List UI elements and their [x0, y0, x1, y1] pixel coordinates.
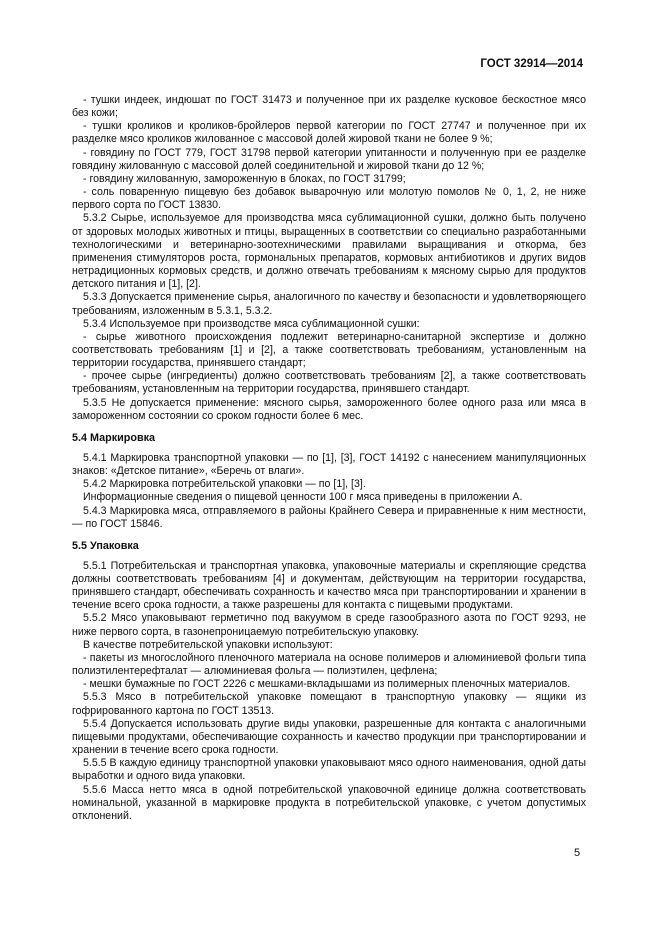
paragraph: В качестве потребительской упаковки используют:	[83, 638, 333, 651]
paragraph: - тушки индеек, индюшат по ГОСТ 31473 и полученное при их разделке кусковое бескостное мясо без кожи;	[72, 94, 586, 120]
paragraph: 5.3.4 Используемое при производстве мяса сублимационной сушки:	[83, 317, 420, 330]
paragraph: 5.5.1 Потребительская и транспортная упаковка, упаковочные материалы и скрепляющие средства должны соответствовать требованиям [4] и документам, действующим на территории государства, принявшего стандарт, обеспечивать сохранность и качество мяса при транспортировании и хранении в течение всего срока годности, а также разрешены для контакта с пищевыми продуктами.	[72, 559, 586, 612]
paragraph: 5.5.4 Допускается использовать другие виды упаковки, разрешенные для контакта с аналогичными пищевыми продуктами, обеспечивающие сохранность и качество продукции при транспортировании и хранении в течение всего срока годности.	[72, 717, 586, 757]
paragraph: - говядину по ГОСТ 779, ГОСТ 31798 первой категории упитанности и полученную при ее разделке говядину жилованную с массовой долей соединительной и жировой ткани до 12 %;	[72, 146, 586, 172]
paragraph: - мешки бумажные по ГОСТ 2226 с мешками-вкладышами из полимерных пленочных материалов.	[83, 678, 571, 691]
paragraph: 5.5.3 Мясо в потребительской упаковке помещают в транспортную упаковку — ящики из гофрированного картона по ГОСТ 13513.	[72, 691, 586, 717]
paragraph: 5.4.3 Маркировка мяса, отправляемого в районы Крайнего Севера и приравненные к ним местности, — по ГОСТ 15846.	[72, 504, 586, 530]
paragraph: 5.3.3 Допускается применение сырья, аналогичного по качеству и безопасности и удовлетворяющего требованиям, изложенным в 5.3.1, 5.3.2.	[72, 291, 586, 317]
paragraph: 5.3.2 Сырье, используемое для производства мяса сублимационной сушки, должно быть получено от здоровых молодых животных и птицы, выращенных в соответствии со специально разработанными технологическими и ветеринарно-зоотехническими правилами выращивания и откорма, без применения стимуляторов роста, гормональных препаратов, кормовых антибиотиков и других видов нетрадиционных кормовых средств, и должно отвечать требованиям к мясному сырью для продуктов детского питания и [1], [2].	[72, 212, 586, 291]
paragraph: - тушки кроликов и кроликов-бройлеров первой категории по ГОСТ 27747 и полученное при их разделке мясо кроликов жилованное с массовой долей жировой ткани не более 9 %;	[72, 120, 586, 146]
paragraph: 5.3.5 Не допускается применение: мясного сырья, замороженного более одного раза или мяса в замороженном состоянии со сроком годности более 6 мес.	[72, 396, 586, 422]
paragraph: - пакеты из многослойного пленочного материала на основе полимеров и алюминиевой фольги типа полиэтилентерефталат — алюминиевая фольга — полиэтилен, цефлена;	[72, 651, 586, 678]
paragraph: 5.4.1 Маркировка транспортной упаковки — по [1], [3], ГОСТ 14192 с нанесением манипуляционных знаков: «Детское питание», «Беречь от влаги».	[72, 451, 586, 478]
document-code: ГОСТ 32914—2014	[480, 58, 583, 70]
paragraph: Информационные сведения о пищевой ценности 100 г мяса приведены в приложении А.	[83, 491, 523, 504]
paragraph: - прочее сырье (ингредиенты) должно соответствовать требованиям [2], а также соответствовать требованиям, установленным на территории государства, принявшего стандарт.	[72, 370, 586, 396]
page-body	[72, 94, 586, 823]
section-heading-packaging: 5.5 Упаковка	[72, 539, 139, 552]
paragraph: 5.4.2 Маркировка потребительской упаковки — по [1], [3].	[83, 478, 366, 491]
paragraph: - сырье животного происхождения подлежит ветеринарно-санитарной экспертизе и должно соответствовать требованиям [1] и [2], а также соответствовать требованиям, установленным на территории государства, принявшего стандарт;	[72, 330, 586, 370]
paragraph: 5.5.2 Мясо упаковывают герметично под вакуумом в среде газообразного азота по ГОСТ 9293, не ниже первого сорта, в газонепроницаемую потребительскую упаковку.	[72, 612, 586, 638]
page-number: 5	[574, 847, 581, 859]
paragraph: - говядину жилованную, замороженную в блоках, по ГОСТ 31799;	[83, 172, 406, 185]
section-heading-marking: 5.4 Маркировка	[72, 431, 156, 444]
paragraph: - соль поваренную пищевую без добавок выварочную или молотую помолов № 0, 1, 2, не ниже первого сорта по ГОСТ 13830.	[72, 186, 586, 212]
paragraph: 5.5.6 Масса нетто мяса в одной потребительской упаковочной единице должна соответствовать номинальной, указанной в маркировке продукта в потребительской упаковке, с учетом допустимых отклонений.	[72, 783, 586, 822]
paragraph: 5.5.5 В каждую единицу транспортной упаковки упаковывают мясо одного наименования, одной даты выработки и одного вида упаковки.	[72, 757, 586, 783]
